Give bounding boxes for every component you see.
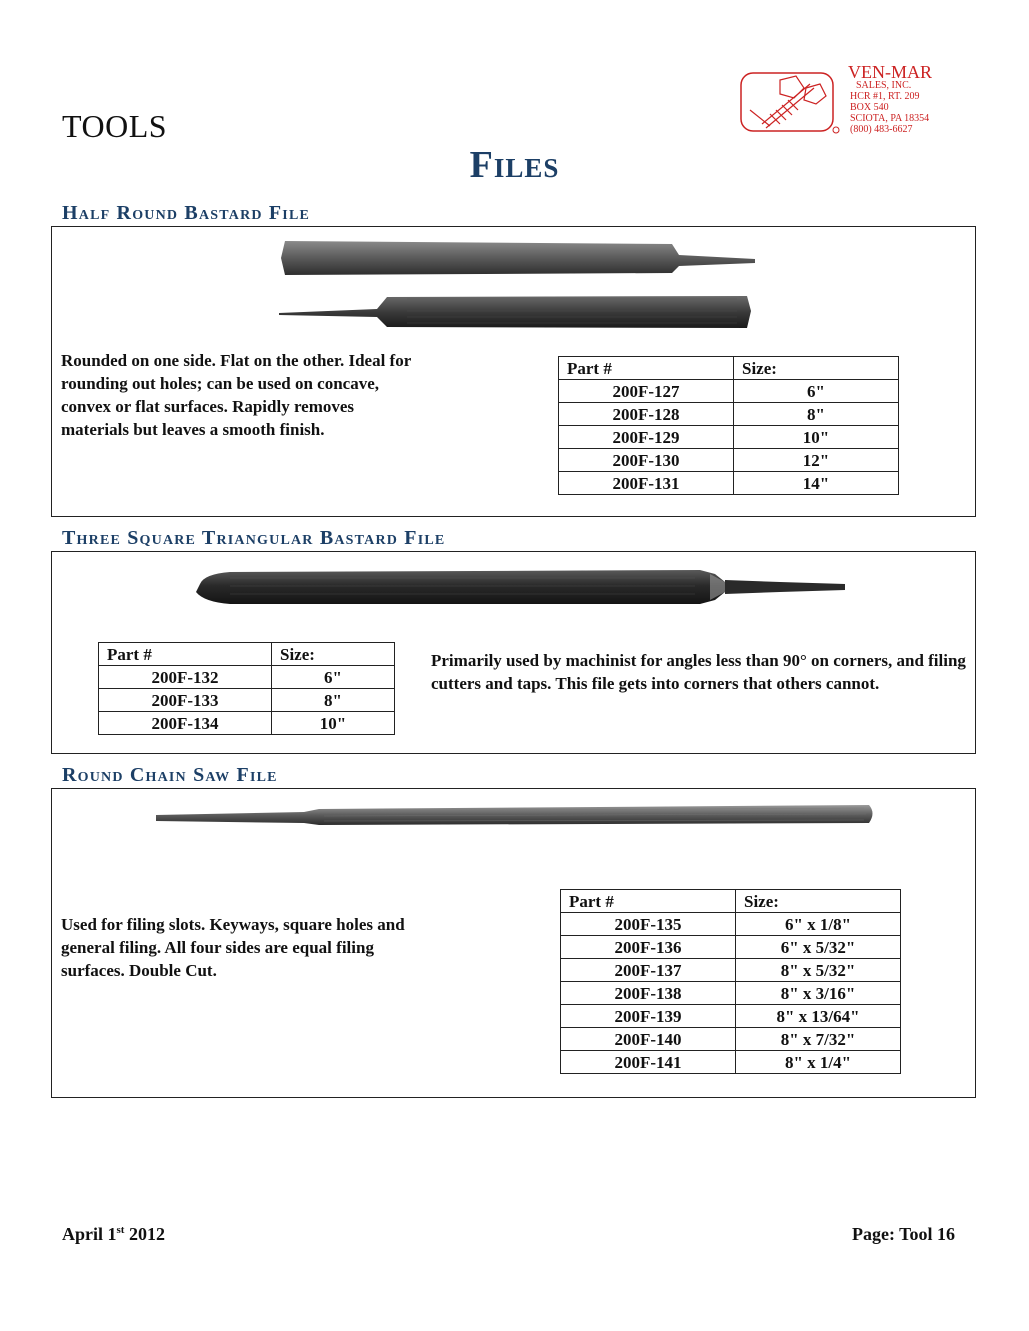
table-row <box>559 449 899 472</box>
logo-line: SCIOTA, PA 18354 <box>850 113 930 124</box>
category-title: TOOLS <box>62 108 168 144</box>
table-row <box>99 712 395 735</box>
logo-address <box>850 80 929 135</box>
part-size: 6" <box>734 380 899 403</box>
part-number: 200F-141 <box>561 1051 736 1074</box>
half-round-file-image <box>277 235 762 335</box>
table-row <box>559 380 899 403</box>
logo-line: HCR #1, RT. 209 <box>850 91 920 102</box>
part-size: 10" <box>272 712 395 735</box>
table-row <box>561 982 901 1005</box>
logo-line: BOX 540 <box>850 102 889 113</box>
part-number: 200F-136 <box>561 936 736 959</box>
section-description: Rounded on one side. Flat on the other. Ideal for rounding out holes; can be used on concave, convex or flat surfaces. Rapidly removes materials but leaves a smooth finish. <box>61 351 411 439</box>
col-header-part: Part # <box>561 890 736 913</box>
part-number: 200F-139 <box>561 1005 736 1028</box>
table-row <box>561 913 901 936</box>
section-round-chain-saw <box>51 788 976 1098</box>
logo-name: VEN-MAR <box>848 62 932 82</box>
part-size: 10" <box>734 426 899 449</box>
table-row <box>99 689 395 712</box>
parts-table <box>560 889 901 1074</box>
col-header-part: Part # <box>99 643 272 666</box>
part-size: 8" <box>272 689 395 712</box>
part-number: 200F-127 <box>559 380 734 403</box>
part-size: 8" x 3/16" <box>736 982 901 1005</box>
part-size: 8" x 13/64" <box>736 1005 901 1028</box>
round-file-image <box>154 799 879 839</box>
date-text: April 1 <box>62 1224 117 1244</box>
part-number: 200F-131 <box>559 472 734 495</box>
part-number: 200F-130 <box>559 449 734 472</box>
section-description: Used for filing slots. Keyways, square holes and general filing. All four sides are equal filing surfaces. Double Cut. <box>61 915 405 980</box>
col-header-size: Size: <box>736 890 901 913</box>
page-heading: Files <box>469 144 560 186</box>
part-size: 12" <box>734 449 899 472</box>
part-number: 200F-128 <box>559 403 734 426</box>
date-year: 2012 <box>128 1224 165 1244</box>
part-size: 8" x 7/32" <box>736 1028 901 1051</box>
bolt-logo-icon <box>740 70 840 134</box>
footer-date <box>62 1224 165 1245</box>
section-half-round <box>51 226 976 517</box>
table-row <box>559 403 899 426</box>
date-suffix: st <box>116 1224 125 1236</box>
table-row <box>559 426 899 449</box>
part-size: 6" x 5/32" <box>736 936 901 959</box>
section-three-square <box>51 551 976 754</box>
table-row <box>561 936 901 959</box>
part-number: 200F-132 <box>99 666 272 689</box>
logo-line: (800) 483-6627 <box>850 124 913 135</box>
part-size: 8" <box>734 403 899 426</box>
table-row <box>561 959 901 982</box>
table-row <box>561 1028 901 1051</box>
part-size: 6" x 1/8" <box>736 913 901 936</box>
section-title-round-chain-saw: Round Chain Saw File <box>62 764 278 786</box>
logo-line: SALES, INC. <box>856 80 912 91</box>
col-header-size: Size: <box>272 643 395 666</box>
parts-table <box>98 642 395 735</box>
section-description: Primarily used by machinist for angles less than 90° on corners, and filing cutters and taps. This file gets into corners that others cannot. <box>431 651 966 693</box>
part-number: 200F-140 <box>561 1028 736 1051</box>
part-number: 200F-135 <box>561 913 736 936</box>
part-number: 200F-134 <box>99 712 272 735</box>
company-logo <box>740 62 970 138</box>
col-header-size: Size: <box>734 357 899 380</box>
part-size: 6" <box>272 666 395 689</box>
part-size: 8" x 1/4" <box>736 1051 901 1074</box>
part-size: 8" x 5/32" <box>736 959 901 982</box>
part-number: 200F-138 <box>561 982 736 1005</box>
table-row <box>561 1005 901 1028</box>
table-row <box>99 666 395 689</box>
part-number: 200F-137 <box>561 959 736 982</box>
part-number: 200F-133 <box>99 689 272 712</box>
table-row <box>559 472 899 495</box>
section-title-three-square: Three Square Triangular Bastard File <box>62 527 446 549</box>
part-size: 14" <box>734 472 899 495</box>
table-row <box>561 1051 901 1074</box>
parts-table <box>558 356 899 495</box>
part-number: 200F-129 <box>559 426 734 449</box>
col-header-part: Part # <box>559 357 734 380</box>
triangular-file-image <box>190 560 852 620</box>
footer-page-number: Page: Tool 16 <box>851 1224 955 1244</box>
section-title-half-round: Half Round Bastard File <box>62 202 311 224</box>
